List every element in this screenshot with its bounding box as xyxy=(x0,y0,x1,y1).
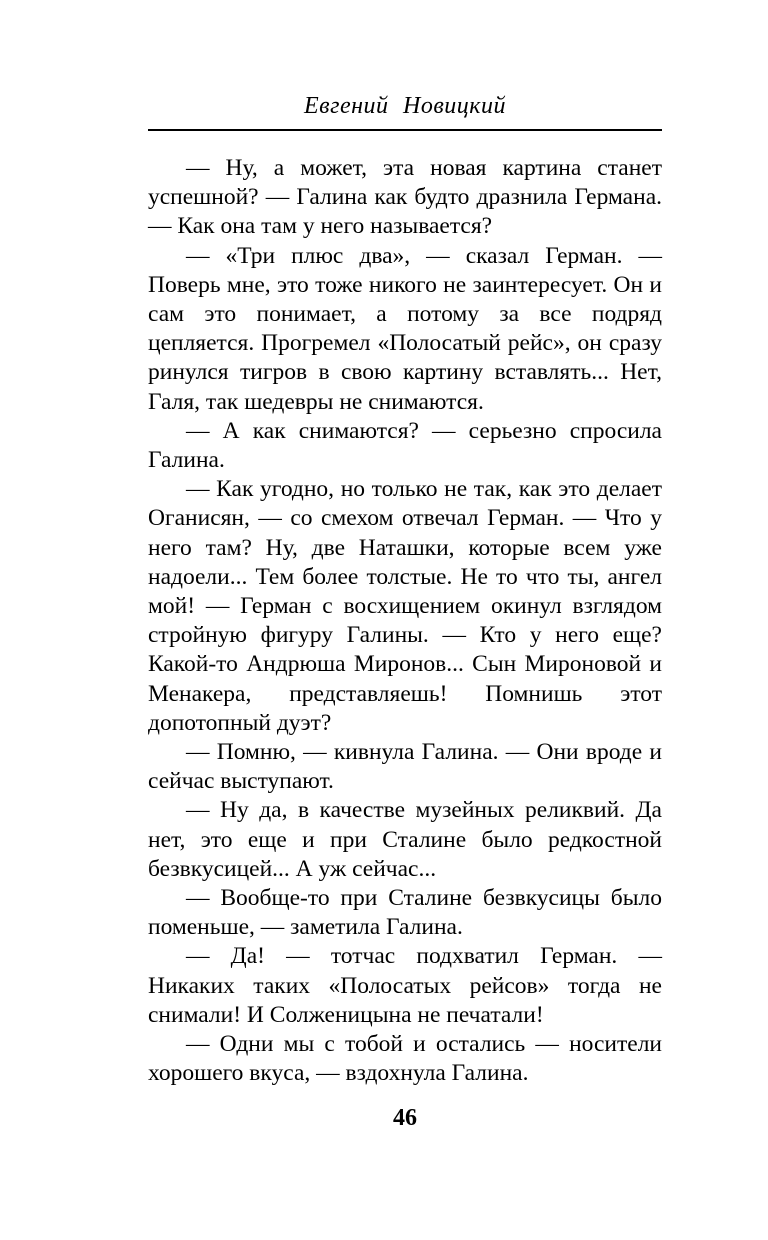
running-header: Евгений Новицкий xyxy=(304,93,506,119)
paragraph: — «Три плюс два», — сказал Герман. — Поверь мне, это тоже никого не заинтересует. Он и сам это понимает, а потому за все подряд цепляется. Прогремел «Полосатый рейс», он сразу ринулся тигров в свою картину вставлять... Нет, Галя, так шедевры не снимаются. xyxy=(148,242,662,415)
paragraph: — Ну, а может, эта новая картина станет успешной? — Галина как будто дразнила Германа. — Как она там у него называется? xyxy=(148,155,662,240)
paragraph: — Как угодно, но только не так, как это делает Оганисян, — со смехом отвечал Герман. — Что у него там? Ну, две Наташки, которые всем уже надоели... Тем более толстые. Не то что ты, ангел мой! — Герман с восхищением окинул взглядом стройную фигуру Галины. — Кто у него еще? Какой-то Андрюша Миронов... Сын Мироновой и Менакера, представляешь! Помнишь этот допотопный дуэт? xyxy=(148,476,662,736)
paragraph: — А как снимаются? — серьезно спросила Галина. xyxy=(148,417,662,474)
paragraph: — Одни мы с тобой и остались — носители хорошего вкуса, — вздохнула Галина. xyxy=(148,1031,662,1087)
page-number: 46 xyxy=(393,1105,417,1131)
paragraph: — Вообще-то при Сталине безвкусицы было поменьше, — заметила Галина. xyxy=(148,885,662,941)
paragraph: — Ну да, в качестве музейных реликвий. Да нет, это еще и при Сталине было редкостной безвкусицей... А уж сейчас... xyxy=(148,797,662,882)
paragraph: — Помню, — кивнула Галина. — Они вроде и сейчас выступают. xyxy=(148,739,662,795)
header-rule xyxy=(148,129,662,131)
paragraph: — Да! — тотчас подхватил Герман. — Никаких таких «Полосатых рейсов» тогда не снимали! И Солженицына не печатали! xyxy=(148,943,662,1028)
body-text xyxy=(148,154,662,1089)
